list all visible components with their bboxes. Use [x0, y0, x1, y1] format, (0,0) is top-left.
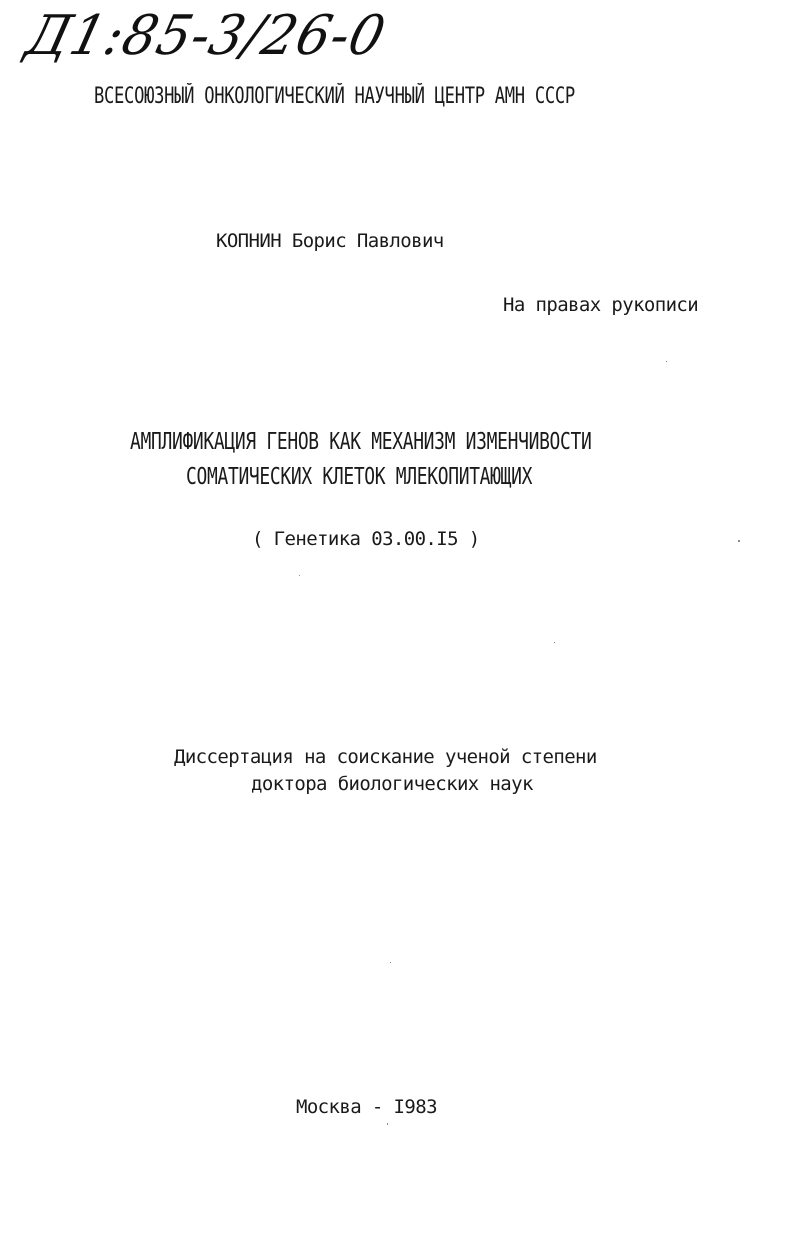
handwritten-archive-code: Д1:85-3/26-0 — [20, 4, 392, 68]
specialty-code: ( Генетика 03.00.I5 ) — [252, 528, 480, 550]
rights-note: На правах рукописи — [503, 294, 699, 316]
institution-name: ВСЕСОЮЗНЫЙ ОНКОЛОГИЧЕСКИЙ НАУЧНЫЙ ЦЕНТР АМН СССР — [94, 84, 575, 109]
title-line-1: АМПЛИФИКАЦИЯ ГЕНОВ КАК МЕХАНИЗМ ИЗМЕНЧИВОСТИ — [130, 429, 592, 455]
scan-speck — [666, 361, 667, 362]
scan-speck — [390, 962, 391, 963]
scan-speck — [299, 575, 300, 576]
degree-line-2: доктора биологических наук — [251, 773, 533, 795]
scan-speck — [554, 642, 555, 643]
scan-speck — [387, 1123, 388, 1125]
place-year: Москва - I983 — [296, 1096, 437, 1118]
degree-line-1: Диссертация на соискание ученой степени — [174, 746, 597, 768]
title-line-2: СОМАТИЧЕСКИХ КЛЕТОК МЛЕКОПИТАЮЩИХ — [186, 464, 533, 490]
scan-speck — [738, 540, 740, 542]
author-name: КОПНИН Борис Павлович — [216, 230, 444, 252]
